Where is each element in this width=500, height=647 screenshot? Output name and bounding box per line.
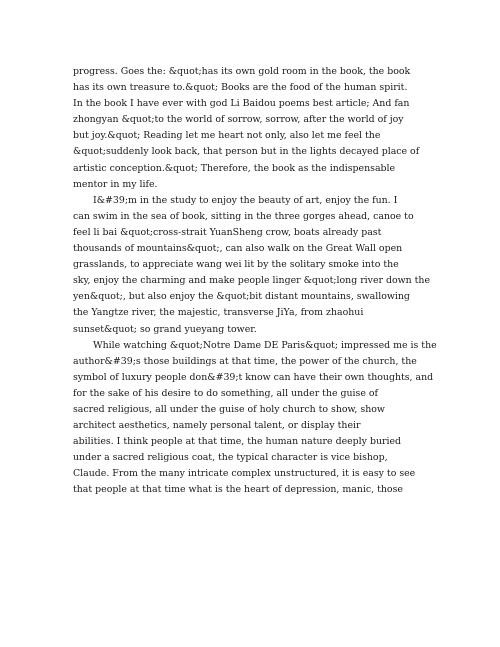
text-line: for the sake of his desire to do something, all under the guise of	[73, 387, 378, 399]
text-line: sacred religious, all under the guise of holy church to show, show	[73, 403, 385, 415]
text-line: sky, enjoy the charming and make people linger &quot;long river down the	[73, 275, 431, 287]
text-line: symbol of luxury people don&#39;t know can have their own thoughts, and	[73, 371, 434, 383]
paragraph-3	[73, 338, 437, 499]
text-line: zhongyan &quot;to the world of sorrow, sorrow, after the world of joy	[73, 114, 404, 126]
paragraph-2	[73, 193, 433, 338]
paragraph-1	[73, 64, 433, 193]
text-line: yen&quot;, but also enjoy the &quot;bit distant mountains, swallowing	[73, 291, 410, 303]
text-line: author&#39;s those buildings at that time, the power of the church, the	[73, 355, 417, 367]
text-line: In the book I have ever with god Li Baidou poems best article; And fan	[73, 98, 410, 110]
text-line: mentor in my life.	[73, 178, 158, 190]
text-line: under a sacred religious coat, the typical character is vice bishop,	[73, 452, 388, 464]
text-line: thousands of mountains&quot;, can also walk on the Great Wall open	[73, 243, 403, 255]
text-line: artistic conception.&quot; Therefore, the book as the indispensable	[73, 162, 396, 174]
text-line: that people at that time what is the heart of depression, manic, those	[73, 484, 403, 496]
text-line: abilities. I think people at that time, the human nature deeply buried	[73, 436, 402, 448]
body-text	[73, 64, 437, 499]
text-line: sunset&quot; so grand yueyang tower.	[73, 323, 257, 335]
text-line: can swim in the sea of book, sitting in the three gorges ahead, canoe to	[73, 210, 414, 222]
text-line: grasslands, to appreciate wang wei lit by the solitary smoke into the	[73, 259, 399, 271]
text-line: Claude. From the many intricate complex unstructured, it is easy to see	[73, 468, 416, 480]
text-line: I&#39;m in the study to enjoy the beauty of art, enjoy the fun. I	[93, 194, 398, 206]
text-line: progress. Goes the: &quot;has its own gold room in the book, the book	[73, 66, 411, 77]
text-line: feel li bai &quot;cross-strait YuanSheng crow, boats already past	[73, 226, 382, 238]
text-line: While watching &quot;Notre Dame DE Paris&quot; impressed me is the	[93, 339, 437, 351]
text-line: architect aesthetics, namely personal talent, or display their	[73, 420, 361, 432]
text-line: &quot;suddenly look back, that person but in the lights decayed place of	[73, 146, 420, 158]
text-line: but joy.&quot; Reading let me heart not only, also let me feel the	[73, 130, 381, 142]
text-line: the Yangtze river, the majestic, transverse JiYa, from zhaohui	[73, 307, 364, 319]
text-line: has its own treasure to.&quot; Books are the food of the human spirit.	[73, 82, 408, 94]
